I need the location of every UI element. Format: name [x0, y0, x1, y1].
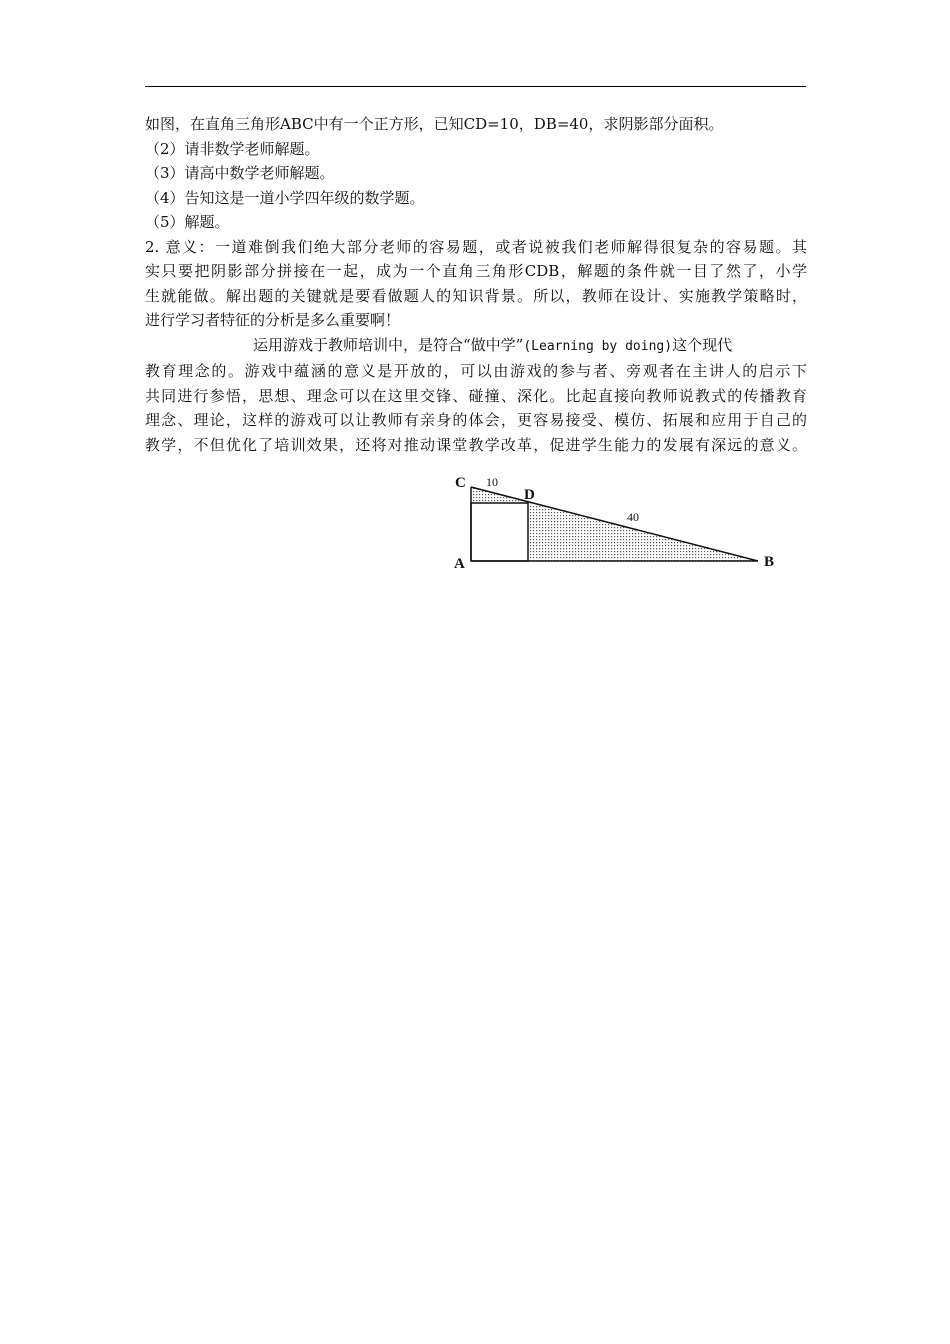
- game-line-1: [145, 333, 807, 360]
- triangle-diagram: [440, 470, 785, 578]
- header-rule: [145, 86, 806, 87]
- label-c: C: [455, 475, 466, 491]
- label-db-length: 40: [627, 510, 639, 524]
- document-body: [145, 112, 807, 457]
- step-5: （5）解题。: [145, 213, 230, 231]
- label-d: D: [524, 487, 535, 503]
- triangle-figure: [440, 470, 785, 578]
- game-line-4: 理念、理论，这样的游戏可以让教师有亲身的体会，更容易接受、模仿、拓展和应用于自己的: [145, 411, 807, 429]
- label-b: B: [764, 554, 775, 570]
- game-line-1-english: (Learning by doing): [523, 338, 673, 354]
- label-a: A: [454, 556, 465, 572]
- square: [471, 503, 528, 561]
- game-line-2: 教育理念的。游戏中蕴涵的意义是开放的，可以由游戏的参与者、旁观者在主讲人的启示下: [145, 362, 807, 380]
- game-line-5: 教学，不但优化了培训效果，还将对推动课堂教学改革，促进学生能力的发展有深远的意义。: [145, 435, 807, 454]
- problem-statement: 如图，在直角三角形ABC中有一个正方形，已知CD=10，DB=40，求阴影部分面积。: [145, 115, 724, 133]
- game-line-1-start: 运用游戏于教师培训中，是符合“做中学”: [253, 335, 524, 354]
- meaning-line-4: 进行学习者特征的分析是多么重要啊！: [145, 311, 401, 329]
- step-4: （4）告知这是一道小学四年级的数学题。: [145, 188, 425, 207]
- game-line-3: 共同进行参悟，思想、理念可以在这里交锋、碰撞、深化。比起直接向教师说教式的传播教育: [145, 386, 807, 405]
- step-2: （2）请非数学老师解题。: [145, 139, 320, 158]
- meaning-line-2: 实只要把阴影部分拼接在一起，成为一个直角三角形CDB，解题的条件就一目了然了，小学: [145, 262, 807, 280]
- meaning-line-1: 2. 意义：一道难倒我们绝大部分老师的容易题，或者说被我们老师解得很复杂的容易题。其: [145, 237, 807, 256]
- step-3: （3）请高中数学老师解题。: [145, 164, 335, 182]
- game-line-1-end: 这个现代: [672, 335, 733, 354]
- label-cd-length: 10: [486, 475, 498, 489]
- meaning-line-3: 生就能做。解出题的关键就是要看做题人的知识背景。所以，教师在设计、实施教学策略时，: [145, 286, 807, 305]
